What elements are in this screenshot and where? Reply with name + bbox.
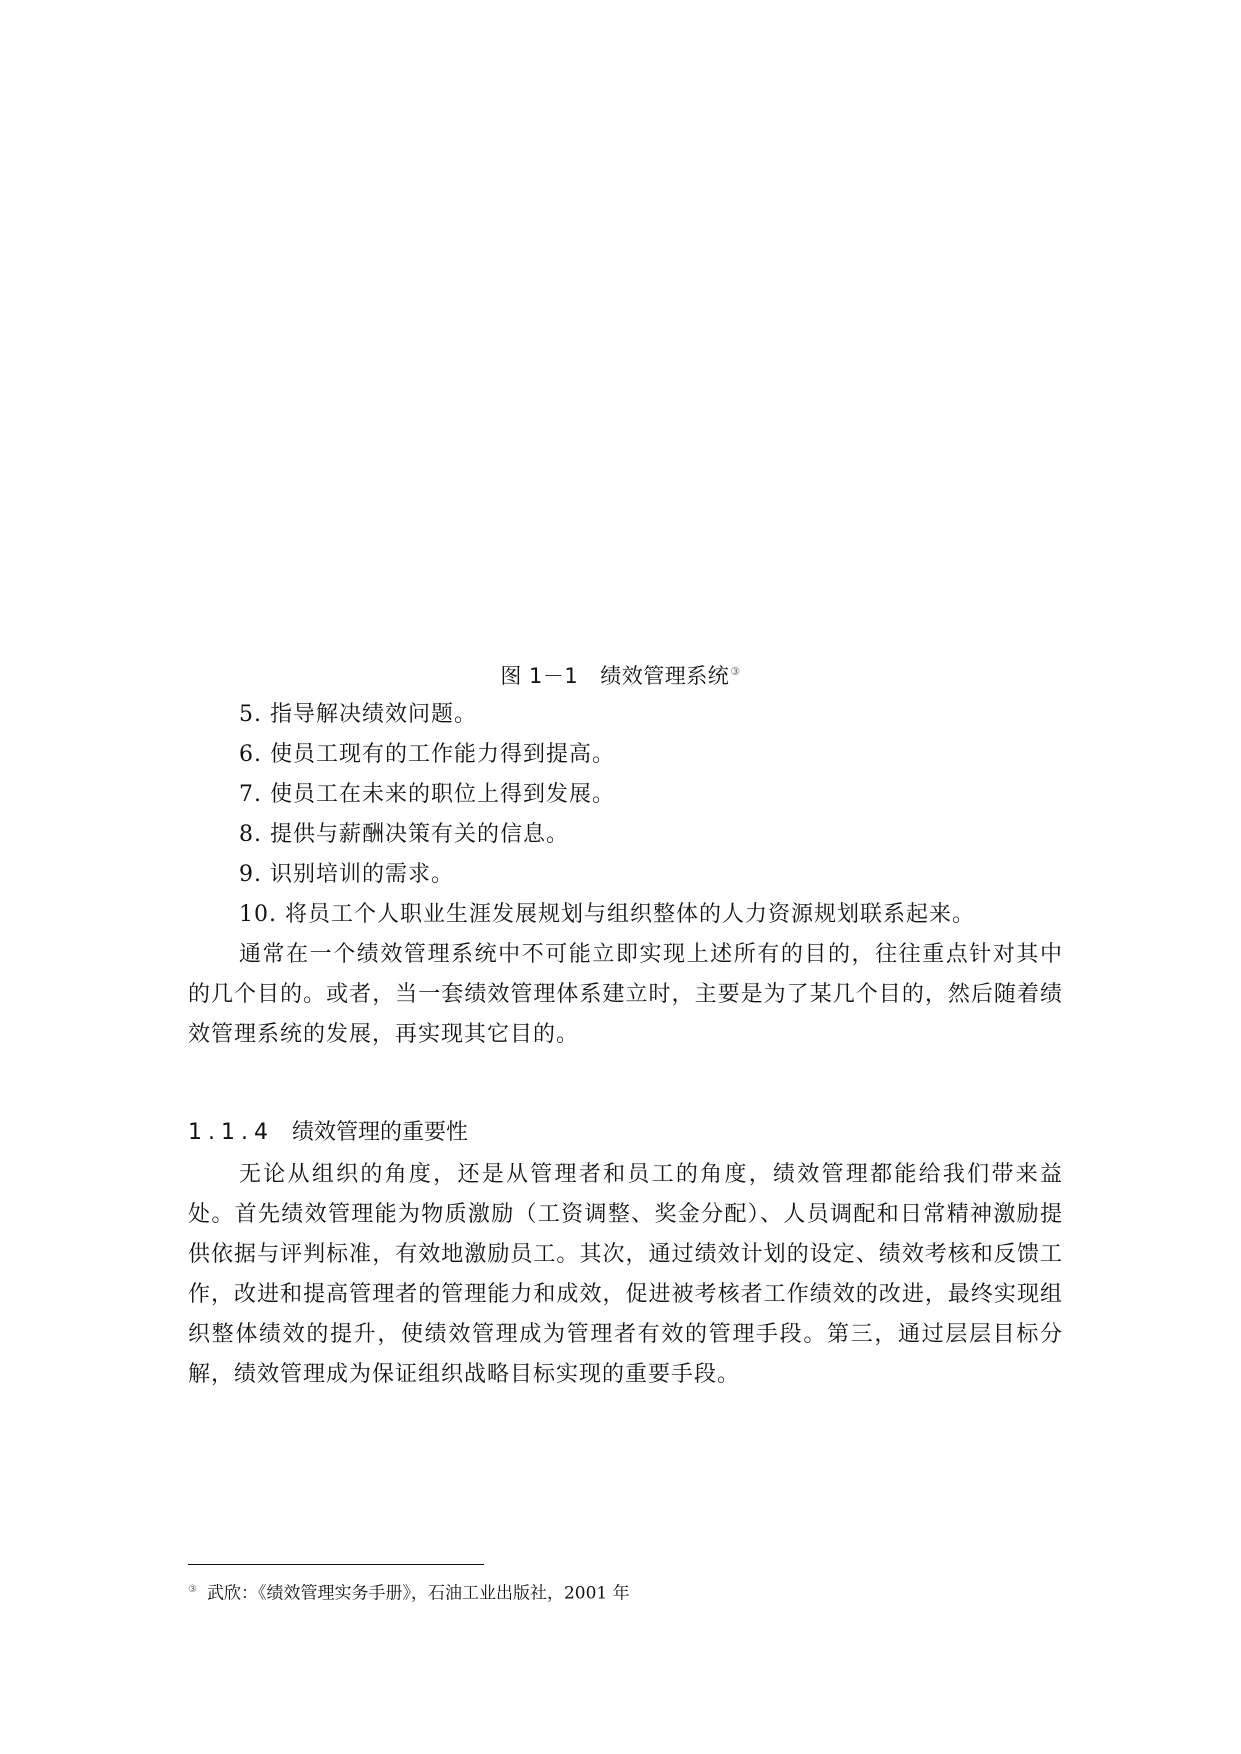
- body-paragraph: 通常在一个绩效管理系统中不可能立即实现上述所有的目的，往往重点针对其中的几个目的。或者，当一套绩效管理体系建立时，主要是为了某几个目的，然后随着绩效管理系统的发展，再实现其它目的。: [188, 942, 1063, 1047]
- purpose-list: [239, 695, 1069, 935]
- list-item: 6. 使员工现有的工作能力得到提高。: [239, 742, 615, 767]
- figure-number: 图 1－1: [500, 664, 579, 688]
- list-item: 9. 识别培训的需求。: [239, 862, 454, 887]
- footnote-text: 武欣：《绩效管理实务手册》，石油工业出版社，2001 年: [206, 1583, 630, 1604]
- body-paragraph: 无论从组织的角度，还是从管理者和员工的角度，绩效管理都能给我们带来益处。首先绩效管理能为物质激励（工资调整、奖金分配）、人员调配和日常精神激励提供依据与评判标准，有效地激励员工。其次，通过绩效计划的设定、绩效考核和反馈工作，改进和提高管理者的管理能力和成效，促进被考核者工作绩效的改进，最终实现组织整体绩效的提升，使绩效管理成为管理者有效的管理手段。第三，通过层层目标分解，绩效管理成为保证组织战略目标实现的重要手段。: [188, 1162, 1063, 1387]
- footnote: [188, 1578, 630, 1606]
- section-number: 1.1.4: [188, 1120, 274, 1145]
- list-item: 8. 提供与薪酬决策有关的信息。: [239, 822, 569, 847]
- list-item: 10. 将员工个人职业生涯发展规划与组织整体的人力资源规划联系起来。: [239, 902, 975, 927]
- footnote-divider: [188, 1564, 484, 1565]
- section-heading: [188, 1117, 468, 1149]
- figure-footnote-marker: ③: [730, 665, 741, 678]
- section-title: 绩效管理的重要性: [291, 1120, 468, 1145]
- list-item: 7. 使员工在未来的职位上得到发展。: [239, 782, 615, 807]
- figure-caption: [0, 658, 1241, 690]
- footnote-marker: ③: [188, 1584, 197, 1595]
- figure-title: 绩效管理系统: [600, 664, 730, 688]
- list-item: 5. 指导解决绩效问题。: [239, 702, 477, 727]
